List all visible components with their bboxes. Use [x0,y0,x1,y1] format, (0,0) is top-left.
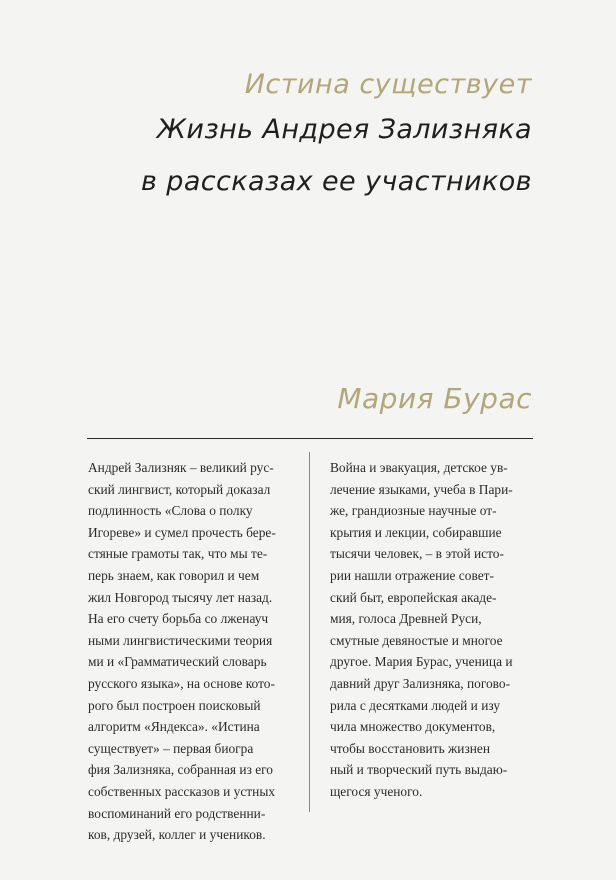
text-line: ными лингвистическими теория [88,632,273,648]
text-line: крытия и лекции, собиравшие [330,524,502,540]
text-line: чила множество документов, [330,719,496,735]
text-line: чтобы восстановить жизнен [330,740,491,756]
text-line: тысячи человек, – в этой исто- [330,546,504,562]
text-line: рого был построен поисковый [88,697,261,713]
text-line: жил Новгород тысячу лет назад. [88,589,273,605]
text-line: же, грандиозные научные от- [330,503,497,519]
author-name: Мария Бурас [337,382,532,415]
text-line: ков, друзей, коллег и учеников. [88,827,266,843]
text-line: алгоритм «Яндекса». «Истина [88,719,260,735]
text-line: стяные грамоты так, что мы те- [88,546,268,562]
column-divider [309,452,310,812]
text-line: другое. Мария Бурас, ученица и [330,654,513,670]
text-line: ский быт, европейская акаде- [330,589,497,605]
text-line: смутные девяностые и многое [330,632,503,648]
text-line: мия, голоса Древней Руси, [330,611,482,627]
text-line: лечение языками, учеба в Пари- [330,481,513,497]
text-line: рила с десятками людей и изу [330,697,501,713]
text-line: подлинность «Слова о полку [88,503,253,519]
text-line: На его счету борьба со лженауч [88,611,269,627]
text-line: существует» – первая биогра [88,740,254,756]
text-line: перь знаем, как говорил и чем [88,567,260,583]
title-block [141,66,532,208]
text-line: Андрей Зализняк – великий рус- [88,460,274,475]
text-line: рии нашли отражение совет- [330,567,494,583]
text-line: Война и эвакуация, детское ув- [330,460,508,475]
text-line: фия Зализняка, собранная из его [88,762,273,778]
text-line: собственных рассказов и устных [88,783,276,799]
horizontal-divider [87,438,533,439]
book-title-line-2: в рассказах ее участников [141,166,532,197]
text-line: ский лингвист, который доказал [88,481,271,497]
book-title-line-1: Жизнь Андрея Зализняка [156,114,532,145]
text-line: ми и «Грамматический словарь [88,654,267,670]
annotation-right-column [330,457,540,803]
text-line: щегося ученого. [330,783,423,799]
text-line: русского языка», на основе кото- [88,675,275,691]
annotation-left-column [88,457,302,846]
text-line: ный и творческий путь выдаю- [330,762,508,778]
series-title: Истина существует [244,69,532,100]
text-line: Игореве» и сумел прочесть бере- [88,524,276,540]
text-line: воспоминаний его родственни- [88,805,266,821]
text-line: давний друг Зализняка, погово- [330,675,511,691]
